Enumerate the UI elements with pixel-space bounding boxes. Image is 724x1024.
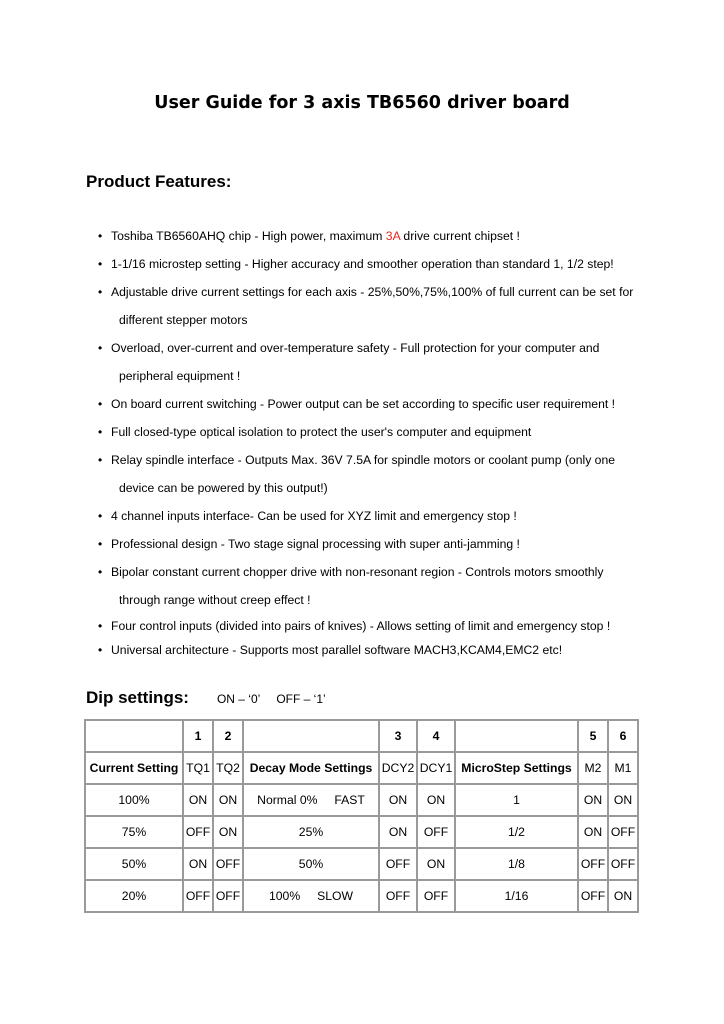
feature-item bbox=[98, 418, 638, 446]
table-cell: 4 bbox=[417, 720, 455, 752]
table-cell: ON bbox=[183, 848, 213, 880]
table-cell: 20% bbox=[85, 880, 183, 912]
table-cell: 100% SLOW bbox=[243, 880, 379, 912]
table-cell: OFF bbox=[213, 880, 243, 912]
table-cell: 50% bbox=[85, 848, 183, 880]
feature-text: Four control inputs (divided into pairs of knives) - Allows setting of limit and emergency stop ! bbox=[111, 619, 611, 633]
feature-item bbox=[98, 278, 638, 334]
table-cell: Normal 0% FAST bbox=[243, 784, 379, 816]
dip-settings-header bbox=[86, 688, 326, 708]
table-cell: ON bbox=[213, 784, 243, 816]
table-cell bbox=[85, 720, 183, 752]
on-code: ON – ‘0’ bbox=[216, 692, 261, 706]
table-cell: ON bbox=[578, 784, 608, 816]
table-cell: ON bbox=[417, 784, 455, 816]
table-cell: OFF bbox=[213, 848, 243, 880]
off-code: OFF – ‘1’ bbox=[276, 692, 326, 706]
table-cell: ON bbox=[183, 784, 213, 816]
table-cell: OFF bbox=[183, 816, 213, 848]
features-heading: Product Features: bbox=[86, 172, 232, 191]
feature-item bbox=[98, 334, 638, 390]
feature-text: Full closed-type optical isolation to protect the user's computer and equipment bbox=[111, 425, 532, 439]
feature-text-continued: peripheral equipment ! bbox=[119, 369, 241, 383]
table-cell: ON bbox=[213, 816, 243, 848]
feature-item bbox=[98, 558, 638, 614]
table-cell bbox=[455, 720, 578, 752]
table-header-cell: M1 bbox=[608, 752, 638, 784]
feature-highlight: 3A bbox=[385, 229, 401, 243]
dip-code-legend bbox=[217, 692, 326, 706]
table-cell: 6 bbox=[608, 720, 638, 752]
features-list bbox=[98, 222, 638, 662]
table-header-cell: DCY1 bbox=[417, 752, 455, 784]
table-cell: ON bbox=[379, 816, 417, 848]
feature-item bbox=[98, 530, 638, 558]
table-cell: 25% bbox=[243, 816, 379, 848]
feature-item bbox=[98, 446, 638, 502]
table-cell: OFF bbox=[608, 816, 638, 848]
feature-text: Toshiba TB6560AHQ chip - High power, maximum bbox=[111, 229, 386, 243]
table-row bbox=[85, 816, 638, 848]
table-row bbox=[85, 784, 638, 816]
table-cell: 50% bbox=[243, 848, 379, 880]
table-row bbox=[85, 880, 638, 912]
table-cell: 1 bbox=[455, 784, 578, 816]
feature-item bbox=[98, 638, 638, 662]
table-header-cell: DCY2 bbox=[379, 752, 417, 784]
feature-text-continued: through range without creep effect ! bbox=[119, 593, 311, 607]
feature-text-continued: different stepper motors bbox=[119, 313, 248, 327]
table-cell: OFF bbox=[183, 880, 213, 912]
table-header-cell: MicroStep Settings bbox=[455, 752, 578, 784]
table-cell: ON bbox=[578, 816, 608, 848]
table-header-cell: M2 bbox=[578, 752, 608, 784]
feature-text-continued: device can be powered by this output!) bbox=[119, 481, 328, 495]
table-header-numbers-row bbox=[85, 720, 638, 752]
table-cell: OFF bbox=[379, 880, 417, 912]
feature-item bbox=[98, 250, 638, 278]
table-row bbox=[85, 848, 638, 880]
table-cell: 2 bbox=[213, 720, 243, 752]
feature-text: Relay spindle interface - Outputs Max. 36V 7.5A for spindle motors or coolant pump (only one bbox=[111, 453, 616, 467]
table-cell: OFF bbox=[578, 848, 608, 880]
table-cell: 1/16 bbox=[455, 880, 578, 912]
table-cell: 1/8 bbox=[455, 848, 578, 880]
feature-text: 4 channel inputs interface- Can be used for XYZ limit and emergency stop ! bbox=[111, 509, 517, 523]
table-cell: OFF bbox=[578, 880, 608, 912]
table-cell: 1 bbox=[183, 720, 213, 752]
dip-settings-table bbox=[84, 719, 639, 913]
table-cell: ON bbox=[417, 848, 455, 880]
table-cell: 1/2 bbox=[455, 816, 578, 848]
table-cell: 75% bbox=[85, 816, 183, 848]
table-cell: OFF bbox=[417, 816, 455, 848]
table-cell: 100% bbox=[85, 784, 183, 816]
table-cell: OFF bbox=[417, 880, 455, 912]
table-cell: ON bbox=[379, 784, 417, 816]
table-header-cell: TQ1 bbox=[183, 752, 213, 784]
feature-item bbox=[98, 614, 638, 638]
feature-text: Universal architecture - Supports most parallel software MACH3,KCAM4,EMC2 etc! bbox=[111, 643, 563, 657]
table-cell: OFF bbox=[379, 848, 417, 880]
feature-text: Adjustable drive current settings for each axis - 25%,50%,75%,100% of full current can be set for bbox=[111, 285, 634, 299]
document-title: User Guide for 3 axis TB6560 driver board bbox=[154, 93, 570, 113]
feature-item bbox=[98, 390, 638, 418]
table-cell: 3 bbox=[379, 720, 417, 752]
table-header-cell: Decay Mode Settings bbox=[243, 752, 379, 784]
table-cell: ON bbox=[608, 880, 638, 912]
table-header-cell: TQ2 bbox=[213, 752, 243, 784]
feature-item bbox=[98, 222, 638, 250]
table-header-labels-row bbox=[85, 752, 638, 784]
table-cell: OFF bbox=[608, 848, 638, 880]
table-header-cell: Current Setting bbox=[85, 752, 183, 784]
feature-text: drive current chipset ! bbox=[400, 229, 520, 243]
table-cell: ON bbox=[608, 784, 638, 816]
table-cell: 5 bbox=[578, 720, 608, 752]
feature-text: 1-1/16 microstep setting - Higher accuracy and smoother operation than standard 1, 1/2 step! bbox=[111, 257, 614, 271]
dip-settings-heading: Dip settings: bbox=[86, 688, 189, 707]
feature-text: On board current switching - Power output can be set according to specific user requirement ! bbox=[111, 397, 616, 411]
feature-text: Bipolar constant current chopper drive with non-resonant region - Controls motors smoothly bbox=[111, 565, 604, 579]
feature-text: Overload, over-current and over-temperature safety - Full protection for your computer and bbox=[111, 341, 600, 355]
feature-text: Professional design - Two stage signal processing with super anti-jamming ! bbox=[111, 537, 520, 551]
feature-item bbox=[98, 502, 638, 530]
table-cell bbox=[243, 720, 379, 752]
